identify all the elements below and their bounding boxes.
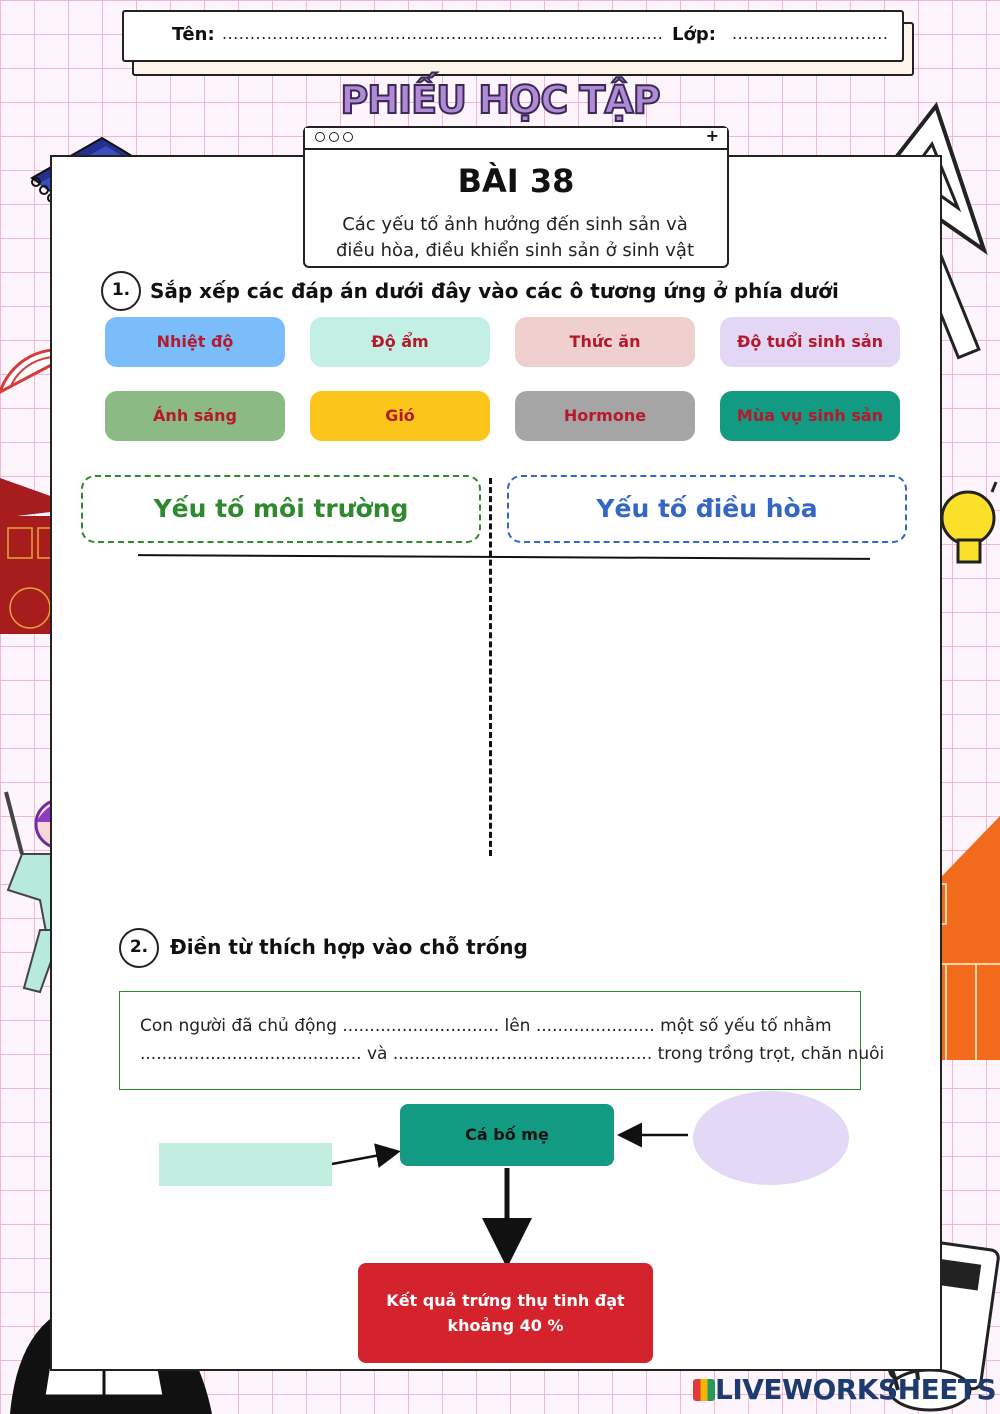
answer-chip[interactable]	[310, 391, 490, 441]
window-dot-icon	[329, 132, 339, 142]
lesson-card	[303, 126, 729, 268]
result-line: khoảng 40 %	[447, 1316, 564, 1335]
fill-in-line[interactable]: ......................................... và ................................................ trong trồng trọt, chăn nuôi	[140, 1044, 885, 1064]
plus-icon: +	[705, 126, 719, 145]
answer-chip[interactable]	[105, 391, 285, 441]
logo-text: LIVEWORKSHEETS	[715, 1373, 997, 1406]
question-number: 2.	[119, 928, 159, 968]
answer-chip-label: Gió	[385, 406, 415, 425]
category-regulation	[507, 475, 907, 543]
liveworksheets-logo	[693, 1373, 996, 1406]
worksheet-title: PHIẾU HỌC TẬP	[340, 78, 660, 122]
answer-chip[interactable]	[720, 317, 900, 367]
lesson-number: BÀI 38	[457, 162, 575, 200]
window-dot-icon	[343, 132, 353, 142]
fill-in-line[interactable]: Con người đã chủ động ............................. lên ...................... một số yếu tố nhằm	[140, 1016, 832, 1036]
name-label: Tên:	[172, 24, 215, 45]
question-text: Sắp xếp các đáp án dưới đây vào các ô tương ứng ở phía dưới	[150, 279, 839, 303]
logo-mark-icon	[693, 1379, 715, 1401]
question-text: Điền từ thích hợp vào chỗ trống	[170, 935, 528, 959]
lesson-subtitle-line: điều hòa, điều khiển sinh sản ở sinh vật	[335, 240, 695, 261]
answer-chip[interactable]	[105, 317, 285, 367]
answer-chip[interactable]	[310, 317, 490, 367]
answer-chip-label: Mùa vụ sinh sản	[736, 406, 884, 425]
category-environment	[81, 475, 481, 543]
answer-chip-label: Độ ẩm	[371, 332, 429, 351]
drop-zone-environment[interactable]	[138, 566, 478, 856]
answer-chip[interactable]	[720, 391, 900, 441]
class-field[interactable]: ............................	[732, 24, 889, 43]
category-label: Yếu tố điều hòa	[596, 494, 818, 523]
answer-chip-label: Hormone	[563, 406, 647, 425]
question-number: 1.	[101, 271, 141, 311]
divider-vertical	[489, 478, 492, 856]
class-label: Lớp:	[672, 24, 716, 45]
window-title-bar	[305, 128, 727, 150]
answer-chip-label: Ánh sáng	[153, 406, 237, 425]
answer-slot-oval[interactable]	[693, 1091, 849, 1185]
result-line: Kết quả trứng thụ tinh đạt	[386, 1291, 625, 1310]
lesson-subtitle	[315, 212, 715, 264]
fill-in-box	[119, 991, 885, 1090]
name-field[interactable]: ...............................................................................	[222, 24, 664, 43]
drop-zone-regulation[interactable]	[502, 566, 872, 856]
parent-fish-node: Cá bố mẹ	[400, 1104, 614, 1166]
result-node	[358, 1263, 653, 1363]
answer-chip-label: Thức ăn	[569, 332, 641, 351]
window-dot-icon	[315, 132, 325, 142]
answer-chip-label: Nhiệt độ	[156, 332, 234, 351]
answer-chip[interactable]	[515, 391, 695, 441]
answer-slot-left[interactable]	[159, 1143, 332, 1186]
answer-chip-label: Độ tuổi sinh sản	[736, 332, 884, 351]
lesson-subtitle-line: Các yếu tố ảnh hưởng đến sinh sản và	[342, 214, 688, 235]
category-label: Yếu tố môi trường	[153, 494, 409, 523]
answer-chip[interactable]	[515, 317, 695, 367]
